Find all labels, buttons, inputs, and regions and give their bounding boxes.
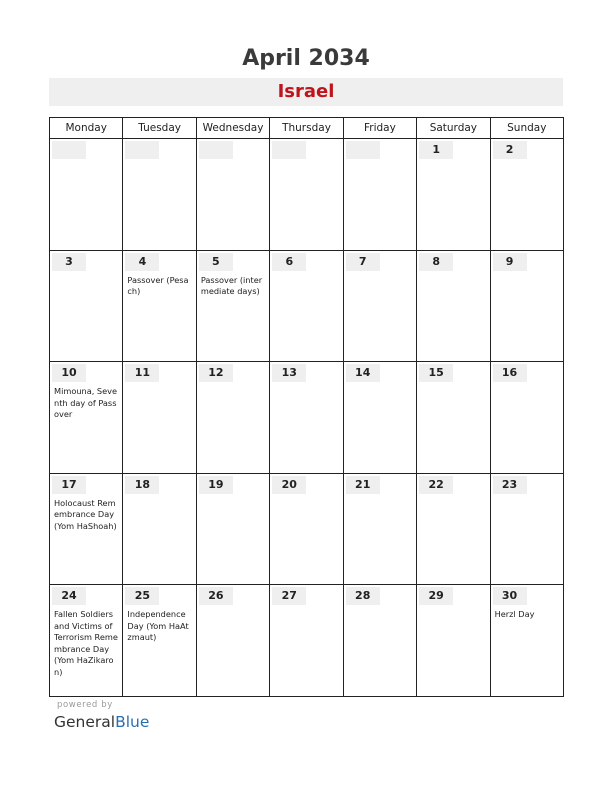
day-cell[interactable] — [344, 362, 417, 474]
day-cell[interactable] — [344, 585, 417, 697]
generalblue-logo[interactable] — [54, 711, 149, 733]
day-cell[interactable] — [270, 362, 343, 474]
day-cell[interactable] — [197, 362, 270, 474]
day-number: 14 — [346, 364, 380, 382]
day-cell[interactable] — [417, 139, 490, 251]
day-number: 22 — [419, 476, 453, 494]
day-cell[interactable] — [123, 585, 196, 697]
day-cell[interactable] — [197, 139, 270, 251]
day-number — [346, 141, 380, 159]
holiday-label: Herzl Day — [494, 609, 535, 620]
day-cell[interactable] — [123, 251, 196, 363]
day-number: 28 — [346, 587, 380, 605]
holiday-label: Independence Day (Yom HaAtzmaut) — [127, 609, 189, 643]
day-number: 18 — [125, 476, 159, 494]
day-number: 10 — [52, 364, 86, 382]
day-cell[interactable] — [197, 585, 270, 697]
day-cell[interactable] — [270, 585, 343, 697]
day-number: 8 — [419, 253, 453, 271]
day-number: 23 — [493, 476, 527, 494]
day-cell[interactable] — [491, 251, 564, 363]
day-number: 5 — [199, 253, 233, 271]
day-number: 11 — [125, 364, 159, 382]
holiday-label: Passover (Pesach) — [127, 274, 189, 297]
day-number — [52, 141, 86, 159]
day-cell[interactable] — [123, 474, 196, 586]
day-number: 13 — [272, 364, 306, 382]
day-cell[interactable] — [123, 362, 196, 474]
day-number — [272, 141, 306, 159]
calendar-grid — [49, 117, 564, 697]
day-cell[interactable] — [50, 139, 123, 251]
day-cell[interactable] — [197, 474, 270, 586]
day-number: 29 — [419, 587, 453, 605]
day-cell[interactable] — [417, 474, 490, 586]
day-cell[interactable] — [344, 139, 417, 251]
weekday-header: Wednesday — [197, 118, 270, 139]
day-number: 3 — [52, 253, 86, 271]
powered-by-text: powered by — [57, 700, 113, 710]
day-cell[interactable] — [417, 585, 490, 697]
day-cell[interactable] — [270, 474, 343, 586]
country-name: Israel — [277, 81, 335, 102]
country-banner — [49, 78, 563, 106]
day-cell[interactable] — [50, 362, 123, 474]
day-cell[interactable] — [197, 251, 270, 363]
weekday-header: Sunday — [491, 118, 564, 139]
holiday-label: Fallen Soldiers and Victims of Terrorism Remembrance Day (Yom HaZikaron) — [54, 609, 118, 677]
holiday-label: Mimouna, Seventh day of Passover — [54, 386, 118, 420]
day-number: 15 — [419, 364, 453, 382]
logo-text-general: General — [54, 713, 116, 731]
day-number: 30 — [493, 587, 527, 605]
day-cell[interactable] — [270, 251, 343, 363]
day-number: 20 — [272, 476, 306, 494]
day-number: 4 — [125, 253, 159, 271]
day-number: 6 — [272, 253, 306, 271]
day-number — [125, 141, 159, 159]
day-cell[interactable] — [491, 585, 564, 697]
day-cell[interactable] — [270, 139, 343, 251]
day-number: 9 — [493, 253, 527, 271]
weekday-header: Thursday — [270, 118, 343, 139]
day-cell[interactable] — [417, 362, 490, 474]
day-cell[interactable] — [344, 251, 417, 363]
day-number: 2 — [493, 141, 527, 159]
day-number: 21 — [346, 476, 380, 494]
day-number: 25 — [125, 587, 159, 605]
day-cell[interactable] — [491, 362, 564, 474]
day-number: 26 — [199, 587, 233, 605]
day-cell[interactable] — [123, 139, 196, 251]
day-cell[interactable] — [50, 585, 123, 697]
day-cell[interactable] — [50, 474, 123, 586]
day-number: 1 — [419, 141, 453, 159]
day-number: 24 — [52, 587, 86, 605]
day-cell[interactable] — [491, 474, 564, 586]
weekday-header: Monday — [50, 118, 123, 139]
day-number: 7 — [346, 253, 380, 271]
day-number — [199, 141, 233, 159]
weekday-header: Friday — [344, 118, 417, 139]
day-number: 17 — [52, 476, 86, 494]
day-number: 12 — [199, 364, 233, 382]
day-number: 16 — [493, 364, 527, 382]
day-cell[interactable] — [417, 251, 490, 363]
holiday-label: Holocaust Remembrance Day (Yom HaShoah) — [54, 497, 117, 531]
holiday-label: Passover (intermediate days) — [200, 274, 263, 297]
day-cell[interactable] — [344, 474, 417, 586]
day-number: 19 — [199, 476, 233, 494]
weekday-header: Saturday — [417, 118, 490, 139]
day-cell[interactable] — [491, 139, 564, 251]
weekday-header: Tuesday — [123, 118, 196, 139]
day-cell[interactable] — [50, 251, 123, 363]
day-number: 27 — [272, 587, 306, 605]
logo-text-blue: Blue — [115, 713, 150, 731]
page-title: April 2034 — [242, 46, 370, 71]
